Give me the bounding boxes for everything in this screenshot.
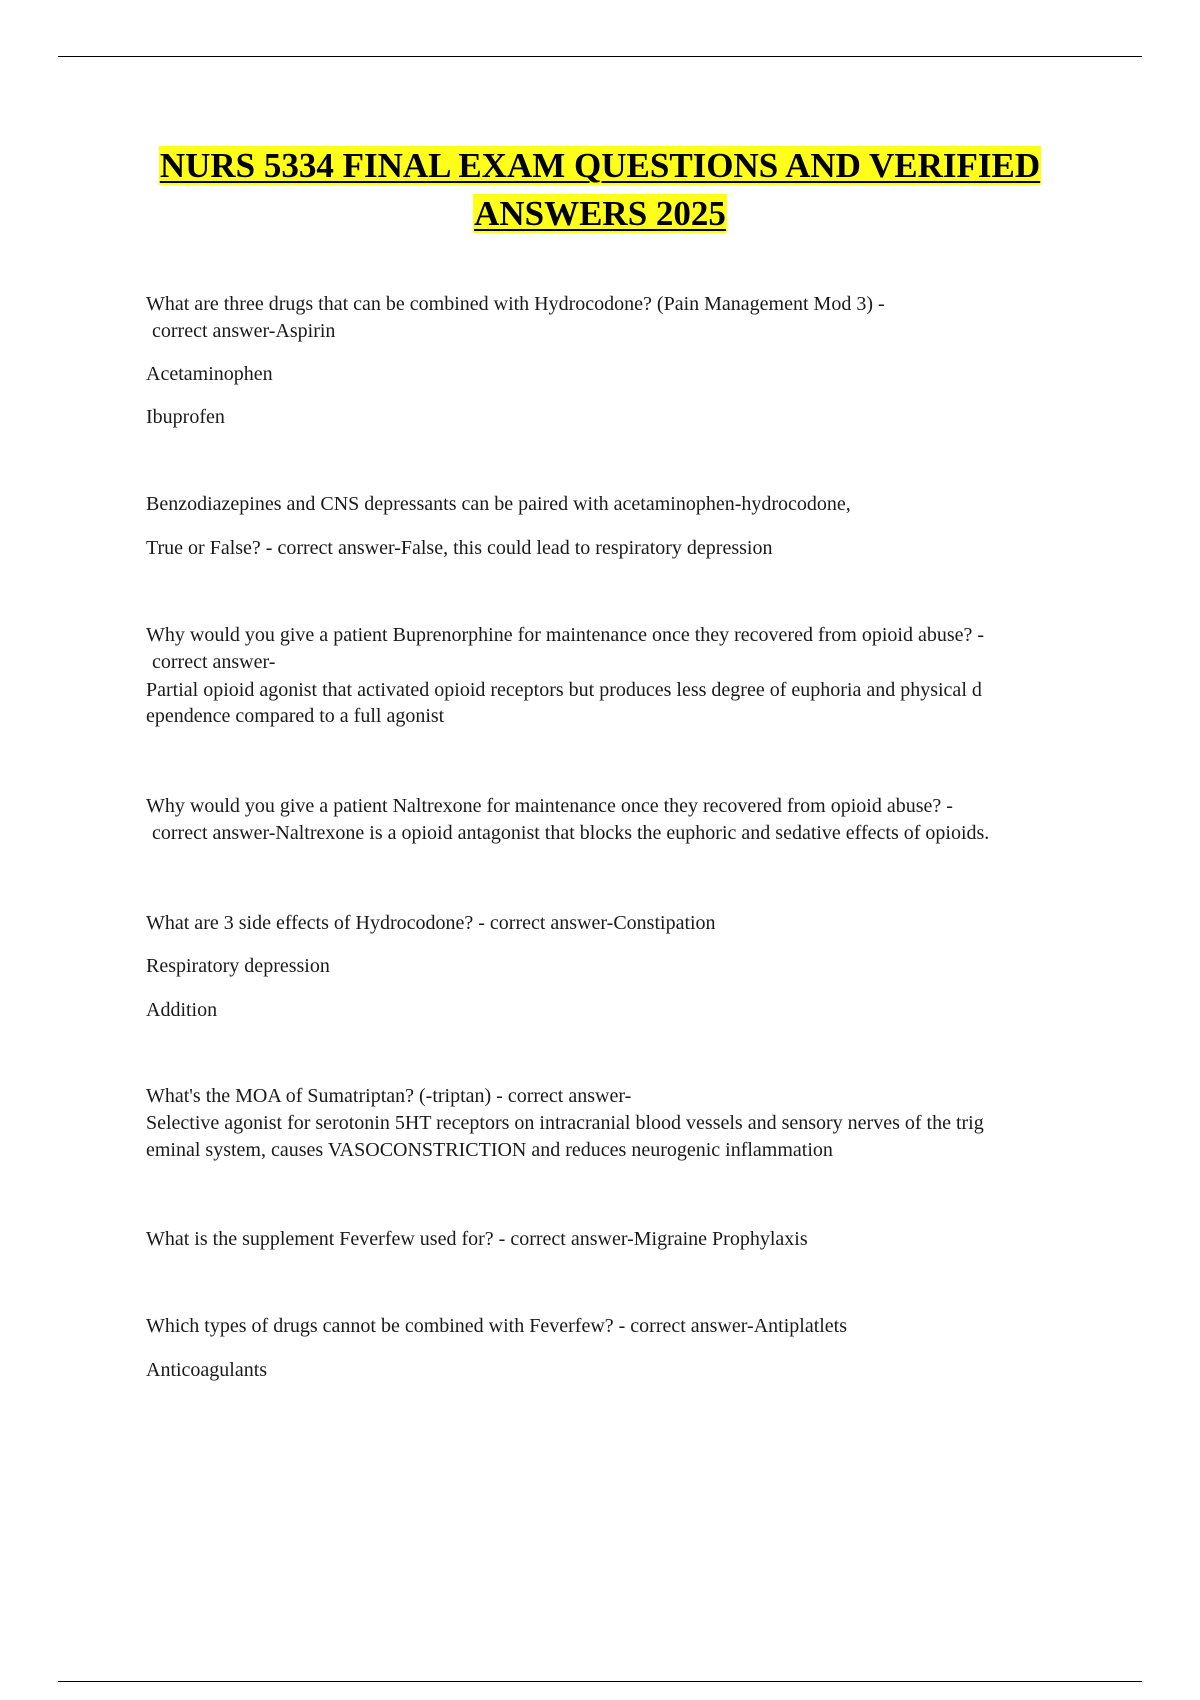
answer-text: Acetaminophen [146, 363, 273, 385]
question-text: What's the MOA of Sumatriptan? (-triptan) - correct answer- [146, 1085, 632, 1107]
footer-rule [58, 1681, 1142, 1682]
answer-text: True or False? - correct answer-False, this could lead to respiratory depression [146, 537, 773, 559]
question-text: Which types of drugs cannot be combined with Feverfew? - correct answer-Antiplatlets [146, 1315, 848, 1337]
document-title [60, 142, 1140, 238]
title-line-1: NURS 5334 FINAL EXAM QUESTIONS AND VERIFIED [159, 146, 1041, 185]
answer-text: Partial opioid agonist that activated opioid receptors but produces less degree of euphoria and physical d [146, 679, 982, 701]
answer-text: Anticoagulants [146, 1359, 268, 1381]
question-text: What are three drugs that can be combined with Hydrocodone? (Pain Management Mod 3) - [146, 293, 885, 315]
answer-text: correct answer-Naltrexone is a opioid antagonist that blocks the euphoric and sedative effects of opioids. [152, 822, 990, 844]
answer-text: Selective agonist for serotonin 5HT receptors on intracranial blood vessels and sensory nerves of the trig [146, 1112, 984, 1134]
answer-text: ependence compared to a full agonist [146, 705, 445, 727]
title-line-2: ANSWERS 2025 [474, 194, 726, 233]
question-text: Why would you give a patient Naltrexone for maintenance once they recovered from opioid abuse? - [146, 795, 953, 817]
answer-text: eminal system, causes VASOCONSTRICTION and reduces neurogenic inflammation [146, 1139, 833, 1161]
answer-text: correct answer- [152, 651, 276, 673]
header-rule [58, 56, 1142, 57]
answer-text: Addition [146, 999, 218, 1021]
question-text: What is the supplement Feverfew used for? - correct answer-Migraine Prophylaxis [146, 1228, 808, 1250]
question-text: Why would you give a patient Buprenorphine for maintenance once they recovered from opioid abuse? - [146, 624, 985, 646]
answer-text: correct answer-Aspirin [152, 320, 336, 342]
answer-text: Ibuprofen [146, 406, 225, 428]
question-text: Benzodiazepines and CNS depressants can be paired with acetaminophen-hydrocodone, [146, 493, 851, 515]
question-text: What are 3 side effects of Hydrocodone? - correct answer-Constipation [146, 912, 716, 934]
answer-text: Respiratory depression [146, 955, 330, 977]
